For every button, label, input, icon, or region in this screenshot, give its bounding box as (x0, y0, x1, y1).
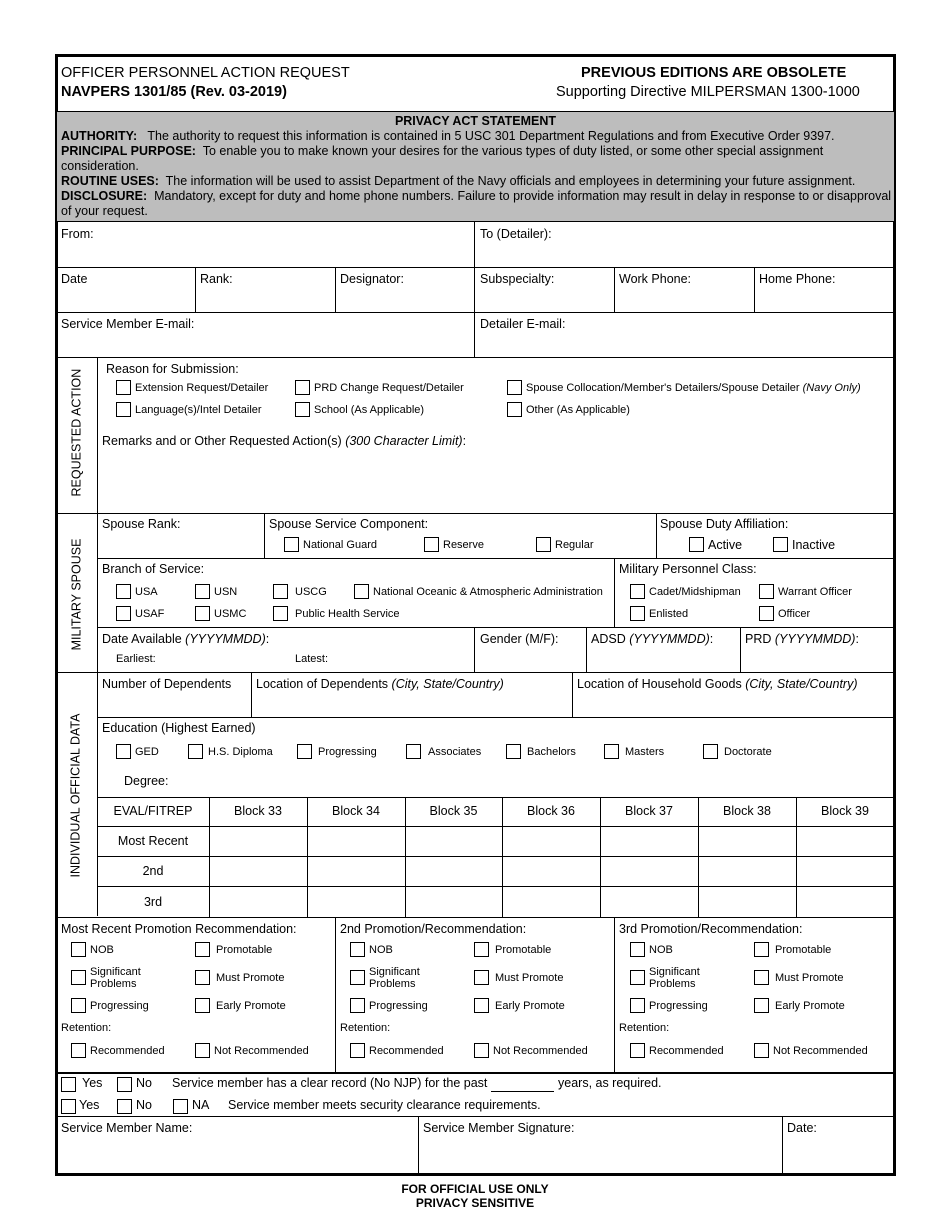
block-33-header: Block 33 (234, 804, 282, 818)
njp-yes-checkbox[interactable] (61, 1077, 76, 1092)
extension-request-checkbox[interactable] (116, 380, 131, 395)
education-label: Education (Highest Earned) (102, 721, 256, 735)
promo-1-promotable-label: Promotable (216, 944, 273, 956)
njp-no-label: No (136, 1076, 152, 1090)
fitrep-row-2nd: 2nd (142, 864, 164, 878)
member-signature-field[interactable] (420, 1138, 780, 1172)
prd-change-label: PRD Change Request/Detailer (314, 382, 464, 394)
reserve-label: Reserve (443, 539, 484, 551)
promo-3-significant-label: Significant Problems (649, 966, 700, 991)
officer-checkbox[interactable] (759, 606, 774, 621)
block-38-header: Block 38 (723, 804, 771, 818)
promo-1-not-recommended-label: Not Recommended (214, 1045, 309, 1057)
fitrep-table (97, 797, 894, 917)
promo-3-progressing-checkbox[interactable] (630, 998, 645, 1013)
promo-1-recommended-checkbox[interactable] (71, 1043, 86, 1058)
member-email-label: Service Member E-mail: (61, 317, 195, 331)
fitrep-row-3rd: 3rd (143, 895, 163, 909)
fitrep-header: EVAL/FITREP (113, 804, 193, 818)
requested-action-side-label: REQUESTED ACTION (69, 368, 84, 497)
form-number: NAVPERS 1301/85 (Rev. 03-2019) (61, 84, 287, 100)
rank-label: Rank: (200, 272, 233, 286)
prd-change-checkbox[interactable] (295, 380, 310, 395)
block-35-header: Block 35 (429, 804, 478, 818)
block-39-header: Block 39 (821, 804, 869, 818)
ged-checkbox[interactable] (116, 744, 131, 759)
usn-checkbox[interactable] (195, 584, 210, 599)
promo-3-nob-checkbox[interactable] (630, 942, 645, 957)
regular-label: Regular (555, 539, 594, 551)
home-phone-field[interactable] (756, 288, 893, 310)
supporting-directive: Supporting Directive MILPERSMAN 1300-1000 (556, 84, 860, 100)
usaf-checkbox[interactable] (116, 606, 131, 621)
usa-checkbox[interactable] (116, 584, 131, 599)
fitrep-row-most-recent: Most Recent (117, 834, 189, 848)
officer-label: Officer (778, 608, 811, 620)
enlisted-label: Enlisted (649, 608, 689, 620)
promo-3-significant-checkbox[interactable] (630, 970, 645, 985)
designator-field[interactable] (337, 288, 473, 310)
privacy-act-title: PRIVACY ACT STATEMENT (394, 114, 557, 128)
school-label: School (As Applicable) (314, 404, 425, 416)
block-36-header: Block 36 (527, 804, 575, 818)
usa-label: USA (135, 586, 158, 598)
promo-2-progressing-label: Progressing (369, 1000, 428, 1012)
promo-2-promotable-checkbox[interactable] (474, 942, 489, 957)
clearance-na-label: NA (192, 1098, 210, 1112)
dependents-label: Number of Dependents (102, 677, 232, 691)
member-email-field[interactable] (58, 333, 473, 355)
authority-line: AUTHORITY: The authority to request this information is contained in 5 USC 301 Department Regulations and from Executive Order 9397. (61, 129, 835, 143)
cadet-label: Cadet/Midshipman (649, 586, 741, 598)
from-field[interactable] (58, 242, 473, 266)
uscg-label: USCG (295, 586, 327, 598)
promo-3-nob-label: NOB (649, 944, 673, 956)
spouse-collocation-checkbox[interactable] (507, 380, 522, 395)
to-detailer-label: To (Detailer): (480, 227, 552, 241)
spouse-rank-label: Spouse Rank: (102, 517, 181, 531)
promo-2-retention-label: Retention: (340, 1022, 391, 1034)
promo-2-significant-label: Significant Problems (369, 966, 420, 991)
promo-1-nob-label: NOB (90, 944, 114, 956)
national-guard-checkbox[interactable] (284, 537, 299, 552)
date-label: Date (61, 272, 88, 286)
degree-label: Degree: (124, 774, 169, 788)
purpose-line: PRINCIPAL PURPOSE: To enable you to make known your desires for the various types of duty listed, or some other special assignment (61, 144, 824, 158)
promo-2-nob-checkbox[interactable] (350, 942, 365, 957)
promo-3-promotable-label: Promotable (775, 944, 832, 956)
inactive-label: Inactive (792, 538, 836, 552)
njp-yes-label: Yes (82, 1076, 103, 1090)
spouse-collocation-label: Spouse Collocation/Member's Detailers/Spouse Detailer (Navy Only) (526, 382, 861, 394)
promo-1-must-promote-label: Must Promote (216, 972, 285, 984)
noaa-label: National Oceanic & Atmospheric Administration (373, 586, 603, 598)
date-available-label: Date Available (YYYYMMDD): (102, 632, 270, 646)
work-phone-field[interactable] (616, 288, 752, 310)
date-field[interactable] (58, 288, 193, 310)
promo-2-promotable-label: Promotable (495, 944, 552, 956)
promo-1-early-promote-label: Early Promote (216, 1000, 286, 1012)
promo-2-must-promote-label: Must Promote (495, 972, 564, 984)
obsolete-notice: PREVIOUS EDITIONS ARE OBSOLETE (581, 65, 847, 81)
home-phone-label: Home Phone: (759, 272, 836, 286)
promo-3-must-promote-label: Must Promote (775, 972, 844, 984)
promo-1-retention-label: Retention: (61, 1022, 112, 1034)
work-phone-label: Work Phone: (619, 272, 692, 286)
promo-3-not-recommended-label: Not Recommended (773, 1045, 868, 1057)
active-label: Active (708, 538, 743, 552)
detailer-email-label: Detailer E-mail: (480, 317, 566, 331)
clearance-statement: Service member meets security clearance requirements. (228, 1098, 541, 1112)
promo-3-retention-label: Retention: (619, 1022, 670, 1034)
associates-checkbox[interactable] (406, 744, 421, 759)
inactive-checkbox[interactable] (773, 537, 788, 552)
prd-label: PRD (YYYYMMDD): (745, 632, 859, 646)
ged-label: GED (135, 746, 159, 758)
promo-2-significant-checkbox[interactable] (350, 970, 365, 985)
signature-date-field[interactable] (784, 1138, 893, 1172)
promo-3-title: 3rd Promotion/Recommendation: (619, 922, 803, 936)
usaf-label: USAF (135, 608, 165, 620)
promo-2-progressing-checkbox[interactable] (350, 998, 365, 1013)
masters-checkbox[interactable] (604, 744, 619, 759)
promo-3-recommended-label: Recommended (649, 1045, 724, 1057)
doctorate-checkbox[interactable] (703, 744, 718, 759)
njp-suffix: years, as required. (558, 1076, 662, 1090)
member-signature-label: Service Member Signature: (423, 1121, 575, 1135)
clearance-yes-checkbox[interactable] (61, 1099, 76, 1114)
promo-2-not-recommended-label: Not Recommended (493, 1045, 588, 1057)
promo-1-progressing-checkbox[interactable] (71, 998, 86, 1013)
enlisted-checkbox[interactable] (630, 606, 645, 621)
language-intel-checkbox[interactable] (116, 402, 131, 417)
designator-label: Designator: (340, 272, 404, 286)
to-detailer-field[interactable] (477, 242, 893, 266)
usmc-checkbox[interactable] (195, 606, 210, 621)
official-data-side-label: INDIVIDUAL OFFICIAL DATA (68, 713, 83, 878)
promo-1-early-promote-checkbox[interactable] (195, 998, 210, 1013)
national-guard-label: National Guard (303, 539, 377, 551)
clearance-na-checkbox[interactable] (173, 1099, 188, 1114)
regular-checkbox[interactable] (536, 537, 551, 552)
disclosure-line-2: of your request. (61, 204, 148, 218)
form-title: OFFICER PERSONNEL ACTION REQUEST (61, 65, 350, 81)
personnel-class-label: Military Personnel Class: (619, 562, 757, 576)
promo-1-title: Most Recent Promotion Recommendation: (61, 922, 297, 936)
clearance-no-checkbox[interactable] (117, 1099, 132, 1114)
bachelors-checkbox[interactable] (506, 744, 521, 759)
promo-2-early-promote-label: Early Promote (495, 1000, 565, 1012)
promo-1-nob-checkbox[interactable] (71, 942, 86, 957)
routine-uses-line: ROUTINE USES: The information will be used to assist Department of the Navy officials and employees in determining your future assignment. (61, 174, 856, 188)
warrant-officer-checkbox[interactable] (759, 584, 774, 599)
promo-2-must-promote-checkbox[interactable] (474, 970, 489, 985)
language-intel-label: Language(s)/Intel Detailer (135, 404, 262, 416)
progressing-edu-checkbox[interactable] (297, 744, 312, 759)
associates-label: Associates (428, 746, 482, 758)
school-checkbox[interactable] (295, 402, 310, 417)
promo-1-not-recommended-checkbox[interactable] (195, 1043, 210, 1058)
subspecialty-label: Subspecialty: (480, 272, 555, 286)
promo-3-recommended-checkbox[interactable] (630, 1043, 645, 1058)
promo-3-promotable-checkbox[interactable] (754, 942, 769, 957)
rank-field[interactable] (197, 288, 333, 310)
promo-2-not-recommended-checkbox[interactable] (474, 1043, 489, 1058)
member-name-field[interactable] (58, 1138, 416, 1172)
disclosure-line: DISCLOSURE: Mandatory, except for duty and home phone numbers. Failure to provide information may result in delay in response to or disapproval (61, 189, 892, 203)
public-health-checkbox[interactable] (273, 606, 288, 621)
degree-field[interactable] (175, 771, 875, 791)
promo-2-recommended-label: Recommended (369, 1045, 444, 1057)
promo-3-must-promote-checkbox[interactable] (754, 970, 769, 985)
other-checkbox[interactable] (507, 402, 522, 417)
reason-label: Reason for Submission: (106, 362, 239, 376)
service-component-label: Spouse Service Component: (269, 517, 429, 531)
clearance-no-label: No (136, 1098, 152, 1112)
footer-privacy-sensitive: PRIVACY SENSITIVE (415, 1196, 535, 1210)
promo-3-early-promote-label: Early Promote (775, 1000, 845, 1012)
latest-field[interactable] (335, 650, 465, 668)
clearance-yes-label: Yes (79, 1098, 100, 1112)
uscg-checkbox[interactable] (273, 584, 288, 599)
extension-request-label: Extension Request/Detailer (135, 382, 269, 394)
member-name-label: Service Member Name: (61, 1121, 193, 1135)
njp-years-field[interactable] (491, 1076, 554, 1092)
latest-label: Latest: (295, 653, 329, 665)
footer-official-use: FOR OFFICIAL USE ONLY (401, 1182, 549, 1196)
hs-diploma-checkbox[interactable] (188, 744, 203, 759)
block-37-header: Block 37 (625, 804, 673, 818)
purpose-line-2: consideration. (61, 159, 139, 173)
njp-statement: Service member has a clear record (No NJP) for the past (172, 1076, 488, 1090)
promo-2-recommended-checkbox[interactable] (350, 1043, 365, 1058)
earliest-label: Earliest: (116, 653, 156, 665)
warrant-officer-label: Warrant Officer (778, 586, 852, 598)
remarks-field[interactable] (100, 452, 892, 510)
promo-1-recommended-label: Recommended (90, 1045, 165, 1057)
bachelors-label: Bachelors (527, 746, 576, 758)
adsd-label: ADSD (YYYYMMDD): (591, 632, 714, 646)
gender-label: Gender (M/F): (480, 632, 559, 646)
promo-3-progressing-label: Progressing (649, 1000, 708, 1012)
subspecialty-field[interactable] (477, 288, 613, 310)
cadet-checkbox[interactable] (630, 584, 645, 599)
hhg-location-label: Location of Household Goods (City, State/Country) (577, 677, 858, 691)
doctorate-label: Doctorate (724, 746, 772, 758)
hs-diploma-label: H.S. Diploma (208, 746, 273, 758)
progressing-edu-label: Progressing (318, 746, 377, 758)
njp-no-checkbox[interactable] (117, 1077, 132, 1092)
promo-1-progressing-label: Progressing (90, 1000, 149, 1012)
active-checkbox[interactable] (689, 537, 704, 552)
signature-date-label: Date: (787, 1121, 817, 1135)
promo-1-significant-label: Significant Problems (90, 966, 141, 991)
public-health-label: Public Health Service (295, 608, 400, 620)
block-34-header: Block 34 (332, 804, 380, 818)
masters-label: Masters (625, 746, 665, 758)
other-label: Other (As Applicable) (526, 404, 630, 416)
promo-2-early-promote-checkbox[interactable] (474, 998, 489, 1013)
promo-2-title: 2nd Promotion/Recommendation: (340, 922, 527, 936)
military-spouse-side-label: MILITARY SPOUSE (69, 538, 84, 651)
promo-3-early-promote-checkbox[interactable] (754, 998, 769, 1013)
remarks-label: Remarks and or Other Requested Action(s) (300 Character Limit): (102, 434, 467, 448)
promo-1-must-promote-checkbox[interactable] (195, 970, 210, 985)
detailer-email-field[interactable] (477, 333, 893, 355)
noaa-checkbox[interactable] (354, 584, 369, 599)
promo-2-nob-label: NOB (369, 944, 393, 956)
duty-affiliation-label: Spouse Duty Affiliation: (660, 517, 789, 531)
reserve-checkbox[interactable] (424, 537, 439, 552)
usmc-label: USMC (214, 608, 247, 620)
promo-1-significant-checkbox[interactable] (71, 970, 86, 985)
dependents-location-label: Location of Dependents (City, State/Country) (256, 677, 504, 691)
promo-3-not-recommended-checkbox[interactable] (754, 1043, 769, 1058)
from-label: From: (61, 227, 94, 241)
earliest-field[interactable] (165, 650, 285, 668)
usn-label: USN (214, 586, 238, 598)
promo-1-promotable-checkbox[interactable] (195, 942, 210, 957)
branch-label: Branch of Service: (102, 562, 205, 576)
